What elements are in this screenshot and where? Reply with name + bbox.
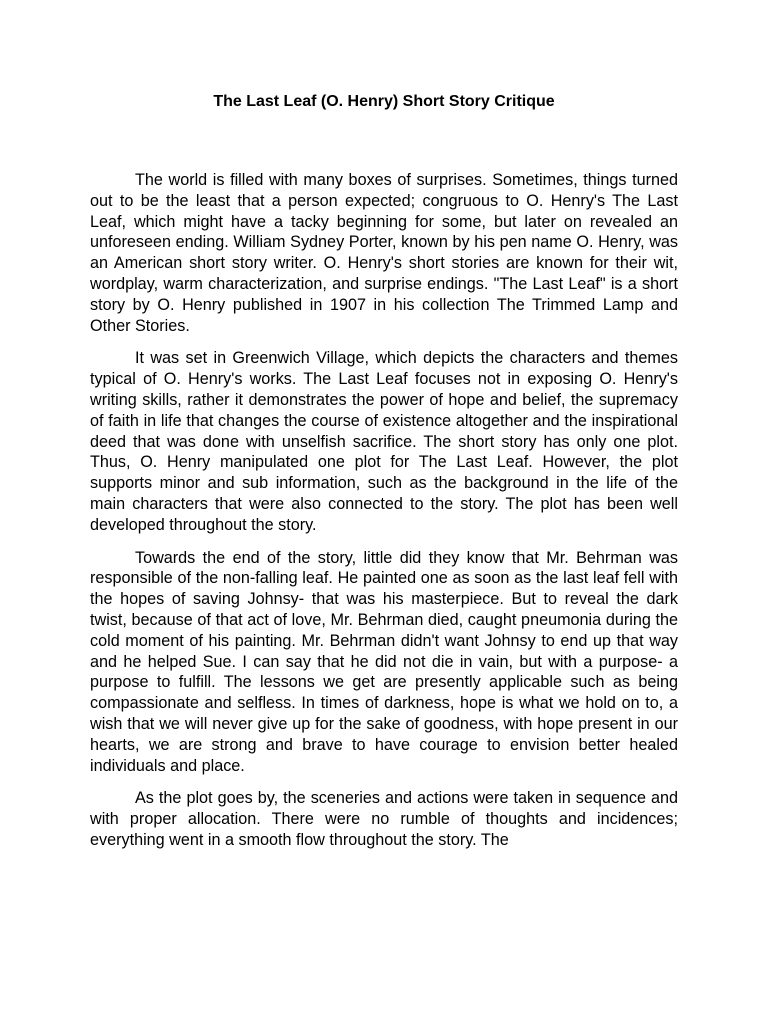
paragraph-1: The world is filled with many boxes of surprises. Sometimes, things turned out to be the least that a person expected; congruous to O. Henry's The Last Leaf, which might have a tacky beginning for some, but later on revealed an unforeseen ending. William Sydney Porter, known by his pen name O. Henry, was an American short story writer. O. Henry's short stories are known for their wit, wordplay, warm characterization, and surprise endings. "The Last Leaf" is a short story by O. Henry published in 1907 in his collection The Trimmed Lamp and Other Stories. (90, 171, 678, 335)
paragraph-2: It was set in Greenwich Village, which depicts the characters and themes typical of O. Henry's works. The Last Leaf focuses not in exposing O. Henry's writing skills, rather it demonstrates the power of hope and belief, the supremacy of faith in life that changes the course of existence altogether and the inspirational deed that was done with unselfish sacrifice. The short story has only one plot. Thus, O. Henry manipulated one plot for The Last Leaf. However, the plot supports minor and sub information, such as the background in the life of the main characters that were also connected to the story. The plot has been well developed throughout the story. (90, 349, 678, 534)
paragraph-4: As the plot goes by, the sceneries and actions were taken in sequence and with proper allocation. There were no rumble of thoughts and incidences; everything went in a smooth flow throughout the story. The (90, 789, 678, 849)
document-body (90, 170, 678, 863)
paragraph-3: Towards the end of the story, little did they know that Mr. Behrman was responsible of the non-falling leaf. He painted one as soon as the last leaf fell with the hopes of saving Johnsy- that was his masterpiece. But to reveal the dark twist, because of that act of love, Mr. Behrman died, caught pneumonia during the cold moment of his painting. Mr. Behrman didn't want Johnsy to end up that way and he helped Sue. I can say that he did not die in vain, but with a purpose- a purpose to fulfill. The lessons we get are presently applicable such as being compassionate and selfless. In times of darkness, hope is what we hold on to, a wish that we will never give up for the sake of goodness, with hope present in our hearts, we are strong and brave to have courage to envision better healed individuals and place. (90, 548, 678, 775)
document-title: The Last Leaf (O. Henry) Short Story Critique (213, 93, 555, 110)
